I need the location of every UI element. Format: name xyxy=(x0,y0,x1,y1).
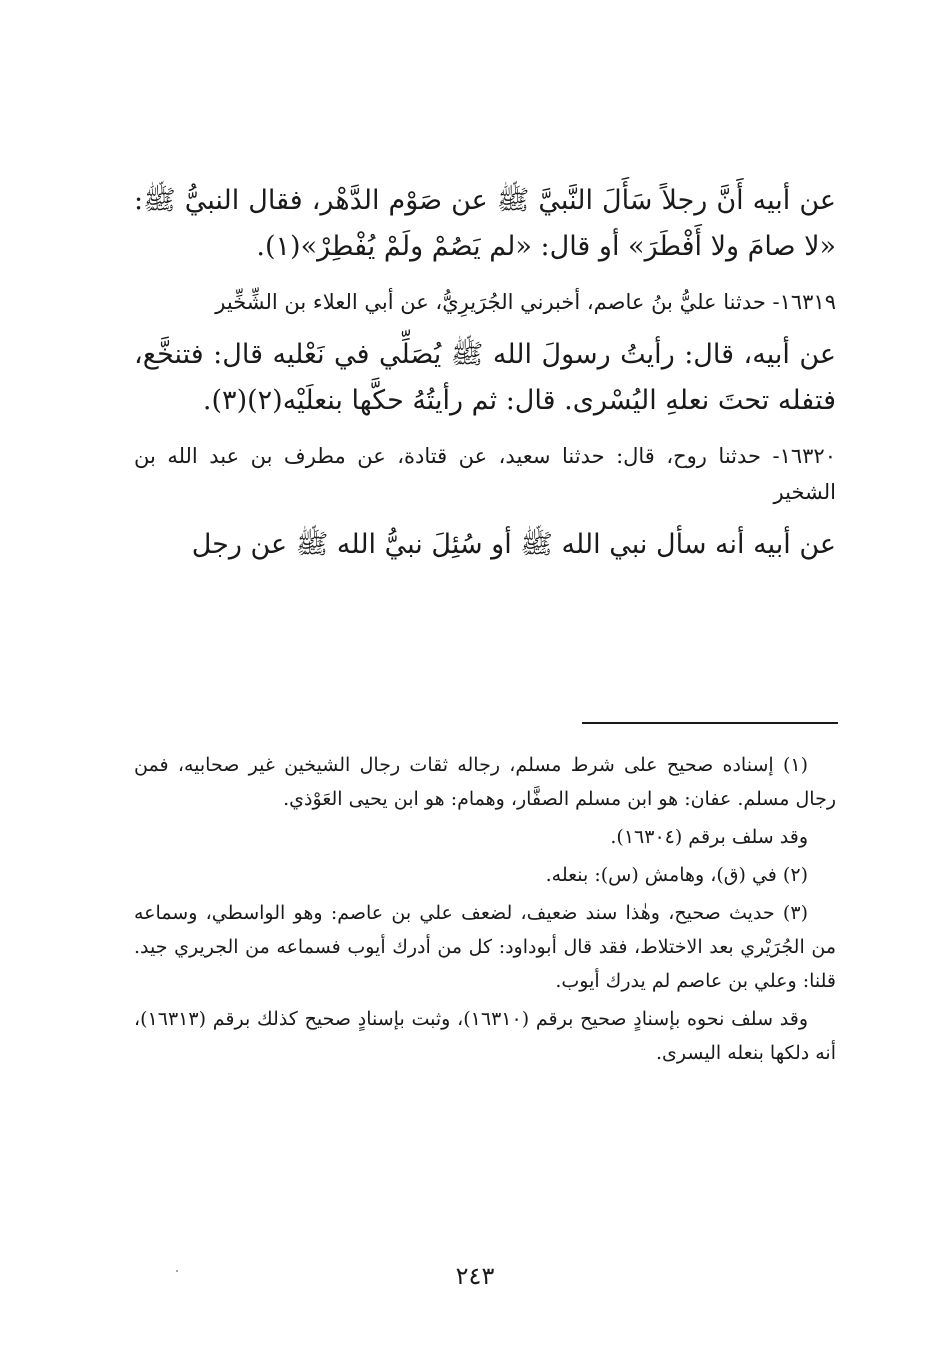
page-number: ٢٤٣ xyxy=(455,1262,495,1290)
footnote-2: (٢) في (ق)، وهامش (س): بنعله. xyxy=(545,864,808,886)
scan-speck xyxy=(176,1270,178,1272)
hadith-text-3: عن أبيه أنه سأل نبي الله ﷺ أو سُئِلَ نبيُّ الله ﷺ عن رجل xyxy=(191,529,836,560)
footnotes xyxy=(134,748,836,1074)
footnote-1-continuation: وقد سلف برقم (١٦٣٠٤). xyxy=(610,826,808,848)
isnad-16320: ١٦٣٢٠- حدثنا روح، قال: حدثنا سعيد، عن قتادة، عن مطرف بن عبد الله بن الشخير xyxy=(134,444,836,504)
isnad-16319: ١٦٣١٩- حدثنا عليُّ بنُ عاصم، أخبرني الجُرَيرِيُّ، عن أبي العلاء بن الشِّخِّير xyxy=(215,290,836,314)
footnote-divider xyxy=(582,722,838,724)
hadith-text-2: عن أبيه، قال: رأيتُ رسولَ الله ﷺ يُصَلِّي في نَعْليه قال: فتنخَّع، فتفله تحتَ نعلهِ اليُسْرى. قال: ثم رأيتُهُ حكَّها بنعلَيْه(٢)(٣). xyxy=(134,339,836,416)
footnote-3: (٣) حديث صحيح، وهٰذا سند ضعيف، لضعف علي بن عاصم: وهو الواسطي، وسماعه من الجُرَيْري بعد الاختلاط، فقد قال أبوداود: كل من أدرك أيوب فسماعه من الجريري جيد. قلنا: وعلي بن عاصم لم يدرك أيوب. xyxy=(134,902,836,992)
footnote-1: (١) إسناده صحيح على شرط مسلم، رجاله ثقات رجال الشيخين غير صحابيه، فمن رجال مسلم. عفان: هو ابن مسلم الصفَّار، وهمام: هو ابن يحيى العَوْذي. xyxy=(134,754,836,810)
main-text xyxy=(134,178,836,582)
footnote-3-continuation: وقد سلف نحوه بإسنادٍ صحيح برقم (١٦٣١٠)، وثبت بإسنادٍ صحيح كذلك برقم (١٦٣١٣)، أنه دلكها بنعله اليسرى. xyxy=(134,1008,836,1064)
hadith-text-1: عن أبيه أَنَّ رجلاً سَأَلَ النَّبيَّ ﷺ عن صَوْم الدَّهْر، فقال النبيُّ ﷺ: «لا صامَ ولا أَفْطَرَ» أو قال: «لم يَصُمْ ولَمْ يُفْطِرْ»(١). xyxy=(134,185,836,262)
